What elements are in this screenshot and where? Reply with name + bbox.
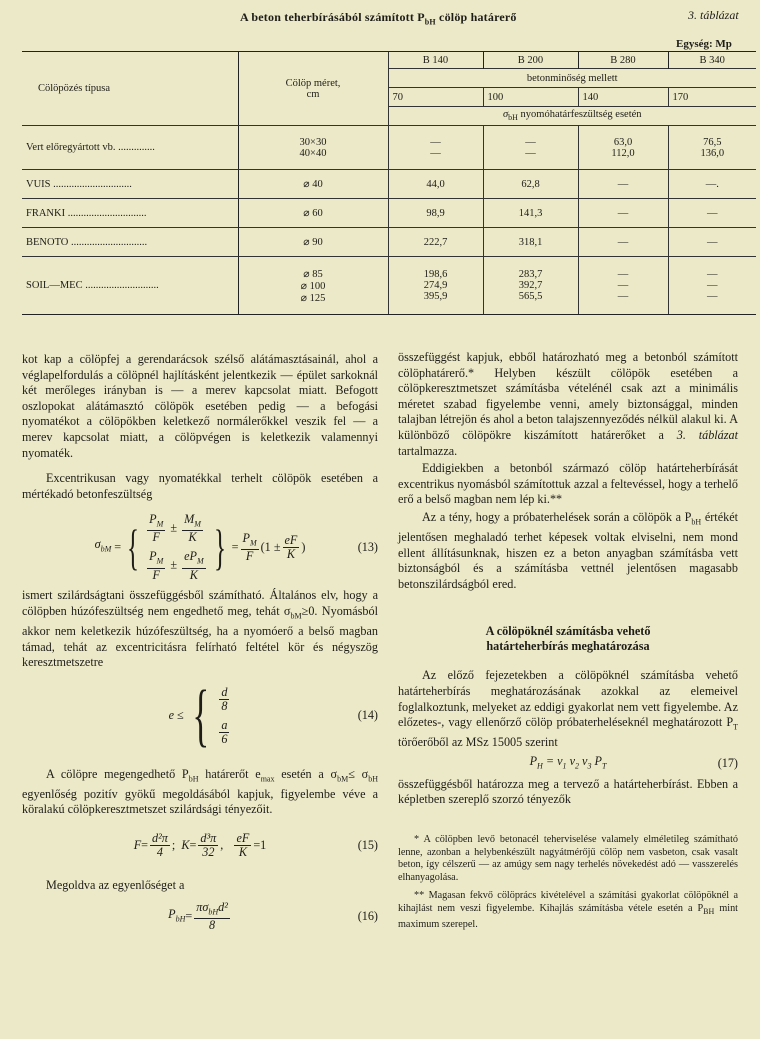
table-row: Vert előregyártott vb. .............. 30×30 40×40 — — — — 63,0 112,0 76,5 136,0 (22, 126, 756, 170)
table-number: 3. táblázat (688, 8, 739, 22)
row-type: BENOTO ............................. (22, 228, 238, 257)
stress-170: 170 (668, 88, 756, 107)
grade-b280: B 280 (578, 52, 668, 69)
paragraph: Megoldva az egyenlőséget a (46, 877, 185, 892)
footnote: * A cölöpben levő betonacél teherviselése valamely elméletileg számítható lenne, azonban a helybenkészült nagyátmérőjű cölöp nem vasbeton, csak vasalt beton, így célszerű — az amúgy sem nagy terhelés növekedést adó — vasszerelés elhanyagolása. (398, 833, 738, 883)
equation-13: $\sigma_{bM}$ = { $\frac{P_M}{F}$ ± $\frac{M_M}{K}$ $\frac{P_M}{F}$ ± $\frac{eP_M}{K}$ } = $\frac{P_M}{F}$ (1 ± $\frac{eF}{K}$ ) (13) (94, 511, 378, 582)
paragraph: összefüggésből határozza meg a tervező a határteherbírást. Ebben a képletben szereplő szorzó tényezők (398, 776, 738, 807)
equation-15: F = $\frac{\text{d²π}}{4}$ ; K = $\frac{\text{d³π}}{32}$ , $\frac{eF}{K}$ =1 (15) (133, 831, 378, 860)
paragraph: Excentrikusan vagy nyomatékkal terhelt cölöpök esetében a mértékadó betonfeszültség (22, 471, 378, 501)
paragraph: Az a tény, hogy a próbaterhelések során a cölöpök a $P_{bH}$ értékét jelentősen meghaladó terhet képesek voltak elviselni, nem mond ellent állításunknak, hiszen ez a beton anyagban számításba vett biztonságból és a számításba vettnél jelentősen magasabb betonszilárdságból ered. (398, 509, 738, 591)
row-type: SOIL—MEC ............................ (22, 257, 238, 315)
equation-14: e ≤ { $\frac{d}{8}$ $\frac{a}{6}$ (14) (168, 676, 378, 754)
paragraph: Az előző fejezetekben a cölöpöknél számításba vehető határteherbírás meghatározásának azokkal az elemeivel foglalkoztunk, melyeket az eddigi gyakorlat nem vett figyelembe. Az előzetes-, vagy ellenőrző cölöp próbaterheléseknél meghatározott $P_T$ törőerőből az MSz 15005 szerint (398, 668, 738, 750)
grade-b140: B 140 (388, 52, 483, 69)
table-row: BENOTO ............................. ⌀ 90 222,7 318,1 — — (22, 228, 756, 257)
right-column (398, 350, 738, 931)
stress-70: 70 (388, 88, 483, 107)
footnote: ** Magasan fekvő cölöprács kivételével a számítási gyakorlat cölöpöknél a kihajlást nem veszi figyelembe. Kihajlás számításba vétele esetén a $P_{BH}$ mint maximum szerepel. (398, 890, 738, 930)
section-heading: A cölöpöknél számításba vehető határteherbírás meghatározása (485, 624, 651, 654)
left-column (22, 352, 378, 936)
table-unit: Egység: Mp (676, 38, 732, 50)
col-header-type: Cölöpözés típusa (22, 52, 238, 126)
table-row: VUIS .............................. ⌀ 40 44,0 62,8 — —. (22, 170, 756, 199)
col-header-size: Cölöp méret, cm (238, 52, 388, 126)
quality-label: betonminőség mellett (388, 69, 756, 88)
row-type: FRANKI .............................. (22, 199, 238, 228)
equation-17: $P_H = \nu_1$ $\nu_2$ $\nu_3$ $P_T$ (17) (529, 753, 738, 771)
footnotes (398, 834, 738, 931)
paragraph: kot kap a cölöpfej a gerendarácsok szélső alátámasztásainál, ahol a véglapelfordulás a cölöpnél hajlításként jelentkezik — épület sarkoknál két merőleges irányban is — a merev kapcsolat miatt. Befogott oszlopokat alátámasztó cölöpök esetében pedig — a befogási nyomatékot a cölöpökben keletkező normálerőkkel veszik fel — a merev kapcsolat miatt, a cölöpvégen is keletkezik valamennyi nyomaték. (22, 352, 378, 460)
stress-100: 100 (483, 88, 578, 107)
row-type: Vert előregyártott vb. .............. (22, 126, 238, 170)
paragraph: összefüggést kapjuk, ebből határozható meg a betonból számított cölöphatárerő.* Helyben készült cölöpök esetében a cölöpkeresztmetszet számításba vételénél csak azt a minimális méretet szabad figyelembe venni, amely biztonsággal, minden talajban létrejön és ahol a beton talajszennyeződés nélkül alakul ki. A különböző cölöpökre kiszámított határerőket a 3. táblázat tartalmazza. (398, 350, 739, 458)
pile-capacity-table (22, 51, 756, 315)
table-row: FRANKI .............................. ⌀ 60 98,9 141,3 — — (22, 199, 756, 228)
stress-label: $\sigma_{bH}$ nyomóhatárfeszültség esetén (388, 107, 756, 126)
grade-b200: B 200 (483, 52, 578, 69)
paragraph: Eddigiekben a betonból származó cölöp határteherbírását excentrikus nyomásból számítottuk azzal a feltevéssel, hogy a terhelő erő a belső magban nem lép ki.** (398, 461, 738, 507)
equation-16: $P_{bH}$ = $\frac{\pi\sigma_{bH}d^2}{8}$ (16) (168, 899, 378, 933)
grade-b340: B 340 (668, 52, 756, 69)
paragraph: A cölöpre megengedhető $P_{bH}$ határerőt $e_{max}$ esetén a $\sigma_{bM}\le \sigma_{bH}$ egyenlőség pozitív gyökű megoldásából kapjuk, figyelembe véve a köralakú cölöpkeresztmetszet szilárdsági tényezőit. (22, 766, 378, 817)
paragraph: ismert szilárdságtani összefüggésből számítható. Általános elv, hogy a cölöpben húzófeszültség nem engedhető meg, tehát $\sigma_{bM}\ge 0$. Nyomásból akkor nem keletkezik húzófeszültség, ha a nyomóerő a belső magban támad, tehát az excentricitásra felírható feltétel kör és négyszög keresztmetszetre (22, 588, 378, 670)
table-row: SOIL—MEC ............................ ⌀ 85 ⌀ 100 ⌀ 125 198,6 274,9 395,9 283,7 392,7 565,5 — — — — — — (22, 257, 756, 315)
row-type: VUIS .............................. (22, 170, 238, 199)
stress-140: 140 (578, 88, 668, 107)
table-title: A beton teherbírásából számított $P_{bH}$ cölöp határerő (240, 10, 517, 27)
